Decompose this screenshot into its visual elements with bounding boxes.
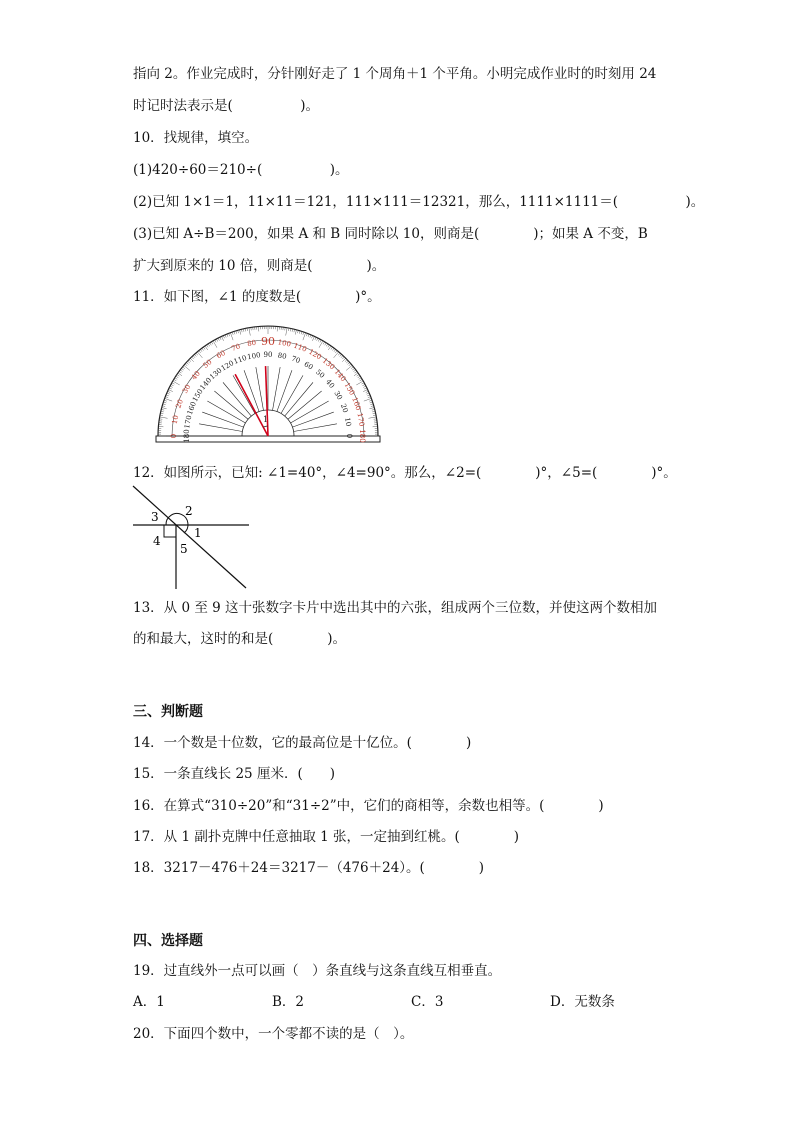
protractor-tick — [160, 417, 168, 418]
protractor-tick — [197, 352, 202, 358]
protractor-tick — [240, 330, 241, 335]
protractor-inner-label: 20 — [338, 402, 350, 414]
question-11: 11．如下图，∠1 的度数是( )°。 — [133, 289, 381, 305]
protractor-tick — [200, 349, 202, 351]
protractor-tick — [317, 338, 318, 341]
protractor-tick — [175, 378, 178, 380]
protractor-inner-label: 90 — [263, 351, 273, 359]
protractor-outer-label: 160 — [350, 396, 363, 412]
protractor-inner-label: 150 — [191, 387, 205, 404]
protractor-tick — [179, 371, 181, 373]
protractor-tick — [349, 364, 351, 366]
protractor-radial — [199, 424, 242, 432]
protractor-outer-label: 80 — [246, 338, 257, 349]
protractor-inner-label: 120 — [219, 359, 236, 373]
protractor-tick — [338, 353, 340, 355]
protractor-inner-label: 100 — [246, 351, 262, 362]
label-4: 4 — [153, 534, 161, 548]
protractor-tick — [351, 367, 353, 369]
protractor-tick — [346, 361, 348, 363]
protractor-outer-label: 100 — [277, 338, 292, 349]
protractor-outer-label: 180 — [358, 429, 366, 443]
protractor-tick — [318, 339, 319, 342]
protractor-tick — [332, 348, 334, 350]
protractor-tick — [181, 368, 183, 370]
protractor-tick — [172, 383, 175, 384]
protractor-tick — [162, 408, 167, 409]
protractor-tick — [342, 357, 344, 359]
protractor-tick — [295, 330, 296, 335]
protractor-tick — [357, 374, 359, 376]
protractor-tick — [359, 378, 362, 380]
protractor-tick — [323, 342, 325, 345]
protractor-tick — [199, 351, 201, 353]
protractor-tick — [319, 341, 323, 348]
protractor-outer-label: 90 — [261, 335, 275, 348]
option-c[interactable]: C．3 — [411, 994, 444, 1010]
question-10-part-1: (1)420÷60＝210÷( )。 — [133, 162, 349, 178]
protractor-tick — [210, 343, 212, 346]
protractor-outer-label: 140 — [332, 367, 348, 384]
protractor-outer-label: 20 — [174, 398, 185, 410]
protractor-radial — [292, 412, 333, 427]
protractor-tick — [211, 342, 213, 345]
protractor-inner-label: 0 — [345, 433, 353, 439]
protractor-tick — [206, 345, 208, 347]
line-prev-question-answer: 时记时法表示是( )。 — [133, 98, 320, 114]
section-4-title: 四、选择题 — [133, 933, 203, 949]
protractor-tick — [196, 353, 198, 355]
protractor-radial — [273, 367, 281, 410]
protractor-radial — [277, 370, 292, 411]
protractor-tick — [356, 381, 363, 385]
protractor-tick — [362, 384, 365, 385]
protractor-tick — [366, 391, 369, 392]
label-3: 3 — [151, 510, 159, 524]
question-10: 10．找规律，填空。 — [133, 130, 259, 146]
section-3-title: 三、判断题 — [133, 704, 203, 720]
protractor-tick — [328, 345, 330, 347]
protractor-tick — [352, 368, 354, 370]
protractor-tick — [353, 370, 355, 372]
protractor-inner-label: 140 — [198, 376, 214, 392]
protractor-tick — [222, 336, 224, 341]
protractor-tick — [286, 328, 287, 336]
question-18: 18．3217－476＋24＝3217－（476＋24）。( ) — [133, 860, 485, 876]
protractor-tick — [218, 338, 219, 341]
option-d[interactable]: D．无数条 — [550, 994, 615, 1010]
question-10-part-3a: (3)已知 A÷B＝200，如果 A 和 B 同时除以 10，则商是( )；如果 A 不变，B — [133, 226, 648, 242]
protractor-tick — [249, 328, 250, 336]
protractor-ray-right — [266, 366, 268, 436]
protractor-tick — [186, 362, 188, 364]
protractor-tick — [171, 384, 174, 385]
protractor-tick — [334, 352, 339, 358]
protractor-outer-label: 60 — [215, 348, 227, 361]
question-20: 20．下面四个数中，一个零都不读的是（ ）。 — [133, 1026, 414, 1042]
protractor-inner-label: 160 — [185, 400, 198, 416]
protractor-tick — [183, 367, 185, 369]
protractor-inner-label: 130 — [208, 366, 224, 382]
question-14: 14．一个数是十位数，它的最高位是十亿位。( ) — [133, 735, 472, 751]
protractor-outer-label: 150 — [342, 381, 357, 397]
question-12: 12．如图所示，已知: ∠1=40°，∠4=90°。那么，∠2=( )°，∠5=( )°。 — [133, 465, 677, 481]
protractor-outer-label: 130 — [320, 356, 337, 372]
protractor-tick — [180, 370, 182, 372]
protractor-figure — [150, 320, 390, 450]
protractor-tick — [170, 386, 173, 387]
protractor-tick — [326, 344, 328, 347]
protractor-tick — [360, 379, 363, 381]
protractor-tick — [328, 346, 331, 350]
protractor-outer-label: 70 — [230, 342, 242, 353]
protractor-tick — [168, 391, 171, 392]
protractor-tick — [189, 360, 191, 362]
protractor-tick — [341, 356, 343, 358]
protractor-tick — [340, 354, 342, 356]
protractor-outer-label: 50 — [201, 358, 214, 370]
protractor-radial — [256, 367, 264, 410]
protractor-tick — [354, 373, 358, 376]
protractor-radial — [294, 424, 337, 432]
protractor-tick — [169, 388, 172, 389]
protractor-inner-label: 110 — [232, 353, 248, 366]
protractor-outer-label: 110 — [292, 341, 308, 354]
question-13a: 13．从 0 至 9 这十张数字卡片中选出其中的六张，组成两个三位数，并使这两个数相加 — [133, 600, 658, 616]
protractor-tick — [215, 340, 216, 343]
protractor-tick — [331, 347, 333, 349]
protractor-tick — [184, 365, 190, 370]
protractor-tick — [348, 362, 350, 364]
protractor-tick — [203, 347, 205, 349]
question-17: 17．从 1 副扑克牌中任意抽取 1 张，一定抽到红桃。( ) — [133, 829, 520, 845]
protractor-tick — [363, 386, 366, 387]
protractor-tick — [358, 376, 361, 378]
question-10-part-3b: 扩大到原来的 10 倍，则商是( )。 — [133, 258, 386, 274]
protractor-tick — [193, 356, 195, 358]
option-a[interactable]: A．1 — [133, 994, 165, 1010]
protractor-tick — [335, 351, 337, 353]
question-13b: 的和最大，这时的和是( )。 — [133, 631, 347, 647]
angle-figure — [128, 484, 258, 594]
protractor-tick — [188, 361, 190, 363]
protractor-tick — [178, 373, 182, 376]
protractor-tick — [208, 344, 210, 347]
protractor-inner-label: 180 — [183, 429, 191, 443]
protractor-tick — [320, 340, 321, 343]
question-16: 16．在算式“310÷20”和“31÷2”中，它们的商相等，余数也相等。( ) — [133, 798, 604, 814]
option-b[interactable]: B．2 — [272, 994, 305, 1010]
protractor-tick — [168, 390, 173, 392]
protractor-tick — [346, 365, 352, 370]
protractor-inner-label: 50 — [314, 368, 327, 380]
protractor-tick — [312, 336, 314, 341]
right-angle-mark — [164, 525, 176, 537]
protractor-outer-label: 170 — [355, 412, 366, 427]
protractor-tick — [355, 371, 357, 373]
label-5: 5 — [180, 542, 188, 556]
protractor-tick — [334, 349, 336, 351]
protractor-outer-label: 30 — [180, 383, 193, 395]
protractor-outer-label: 120 — [307, 347, 323, 362]
protractor-tick — [173, 381, 180, 385]
protractor-tick — [213, 341, 217, 348]
protractor-inner-label: 60 — [302, 360, 315, 372]
protractor-tick — [220, 337, 221, 340]
protractor-tick — [325, 343, 327, 346]
protractor-tick — [216, 339, 217, 342]
protractor-inner-label: 10 — [343, 416, 353, 428]
protractor-inner-label: 170 — [183, 414, 194, 430]
protractor-inner-label: 80 — [276, 351, 288, 361]
line-prev-question-tail: 指向 2。作业完成时，分针刚好走了 1 个周角＋1 个平角。小明完成作业时的时刻用 24 — [133, 66, 657, 82]
protractor-tick — [176, 376, 179, 378]
label-1: 1 — [194, 526, 202, 540]
protractor-outer-label: 10 — [170, 414, 181, 425]
protractor-tick — [202, 348, 204, 350]
question-19: 19．过直线外一点可以画（ ）条直线与这条直线互相垂直。 — [133, 963, 502, 979]
protractor-tick — [369, 408, 374, 409]
protractor-tick — [362, 383, 365, 384]
question-10-part-2: (2)已知 1×1＝1，11×11＝121，111×111＝12321，那么，1111×1111＝( )。 — [133, 194, 705, 210]
protractor-inner-label: 70 — [290, 354, 302, 366]
protractor-tick — [174, 379, 177, 381]
protractor-angle-label: 1 — [263, 415, 269, 424]
protractor-tick — [363, 390, 368, 392]
diagonal-line — [133, 486, 246, 588]
protractor-tick — [364, 388, 367, 389]
protractor-tick — [177, 374, 179, 376]
protractor-inner-label: 40 — [324, 377, 336, 390]
protractor-outer-label: 40 — [190, 369, 202, 382]
protractor-tick — [315, 337, 316, 340]
protractor-tick — [345, 360, 347, 362]
label-2: 2 — [185, 504, 193, 518]
protractor-inner-label: 30 — [332, 389, 344, 402]
protractor-radial — [202, 412, 243, 427]
protractor-tick — [194, 354, 196, 356]
question-15: 15．一条直线长 25 厘米．( ) — [133, 766, 335, 782]
protractor-outer-label: 0 — [170, 433, 178, 439]
protractor-ray-left — [235, 374, 268, 436]
protractor-tick — [192, 357, 194, 359]
protractor-tick — [185, 364, 187, 366]
protractor-tick — [205, 346, 208, 350]
protractor-tick — [368, 417, 376, 418]
